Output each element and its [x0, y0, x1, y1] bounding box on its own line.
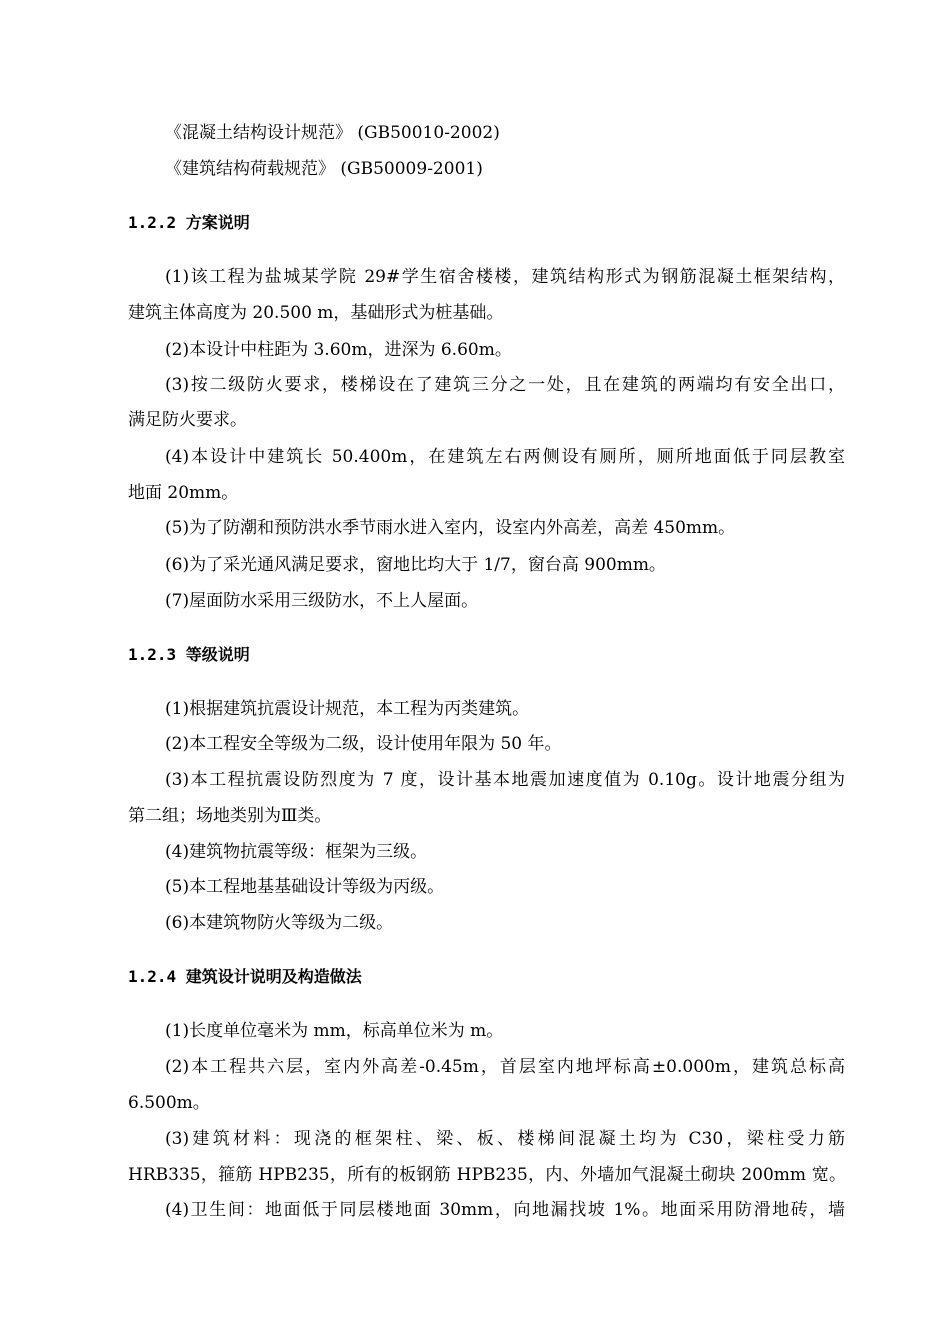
- design-paragraph-1: (1)长度单位毫米为 mm，标高单位米为 m。: [165, 1021, 504, 1041]
- section-heading-1-2-4: 1.2.4 建筑设计说明及构造做法: [128, 967, 362, 986]
- paragraph-1b: 建筑主体高度为 20.500 m，基础形式为桩基础。: [128, 303, 504, 323]
- design-paragraph-2b: 6.500m。: [128, 1093, 210, 1113]
- grade-paragraph-1: (1)根据建筑抗震设计规范，本工程为丙类建筑。: [165, 699, 530, 719]
- design-paragraph-2a: (2)本工程共六层，室内外高差-0.45m，首层室内地坪标高±0.000m，建筑总标高: [165, 1057, 845, 1077]
- grade-paragraph-5: (5)本工程地基基础设计等级为丙级。: [165, 877, 445, 897]
- grade-paragraph-2: (2)本工程安全等级为二级，设计使用年限为 50 年。: [165, 734, 562, 754]
- paragraph-7: (7)屋面防水采用三级防水，不上人屋面。: [165, 591, 479, 611]
- paragraph-2: (2)本设计中柱距为 3.60m，进深为 6.60m。: [165, 340, 512, 360]
- reference-load-code: 《建筑结构荷载规范》 (GB50009-2001): [165, 159, 483, 179]
- section-heading-1-2-2: 1.2.2 方案说明: [128, 213, 250, 232]
- design-paragraph-3a: (3)建筑材料：现浇的框架柱、梁、板、楼梯间混凝土均为 C30，梁柱受力筋: [165, 1129, 845, 1149]
- design-paragraph-3b: HRB335，箍筋 HPB235，所有的板钢筋 HPB235，内、外墙加气混凝土砌块 200mm 宽。: [128, 1165, 846, 1185]
- grade-paragraph-6: (6)本建筑物防火等级为二级。: [165, 913, 394, 933]
- section-heading-1-2-3: 1.2.3 等级说明: [128, 645, 250, 664]
- grade-paragraph-4: (4)建筑物抗震等级：框架为三级。: [165, 842, 428, 862]
- paragraph-3a: (3)按二级防火要求，楼梯设在了建筑三分之一处，且在建筑的两端均有安全出口，: [165, 375, 845, 395]
- paragraph-5: (5)为了防潮和预防洪水季节雨水进入室内，设室内外高差，高差 450mm。: [165, 518, 736, 538]
- paragraph-1a: (1)该工程为盐城某学院 29#学生宿舍楼楼，建筑结构形式为钢筋混凝土框架结构，: [165, 267, 845, 287]
- paragraph-3b: 满足防火要求。: [128, 410, 247, 430]
- paragraph-4b: 地面 20mm。: [128, 483, 239, 503]
- reference-concrete-code: 《混凝土结构设计规范》 (GB50010-2002): [165, 123, 500, 143]
- paragraph-6: (6)为了采光通风满足要求，窗地比均大于 1/7，窗台高 900mm。: [165, 555, 666, 575]
- paragraph-4a: (4)本设计中建筑长 50.400m，在建筑左右两侧设有厕所，厕所地面低于同层教室: [165, 447, 845, 467]
- grade-paragraph-3b: 第二组；场地类别为Ⅲ类。: [128, 806, 332, 826]
- grade-paragraph-3a: (3)本工程抗震设防烈度为 7 度，设计基本地震加速度值为 0.10g。设计地震分组为: [165, 770, 845, 790]
- design-paragraph-4a: (4)卫生间：地面低于同层楼地面 30mm，向地漏找坡 1%。地面采用防滑地砖，墙: [165, 1200, 845, 1220]
